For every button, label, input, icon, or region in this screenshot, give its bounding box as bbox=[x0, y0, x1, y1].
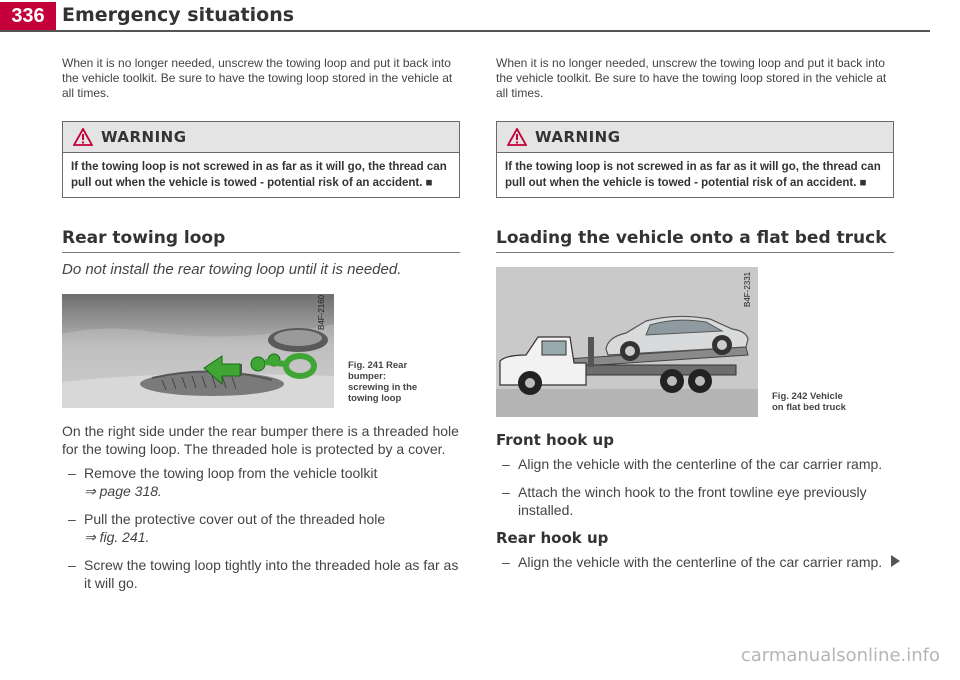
heading-rear-hook-up: Rear hook up bbox=[496, 529, 609, 547]
list-item: – Screw the towing loop tightly into the threaded hole as far as it will go. bbox=[62, 556, 460, 592]
figure-code: B4F-2160 bbox=[317, 294, 326, 330]
page-reference-link[interactable]: ⇒ page 318. bbox=[84, 483, 162, 499]
left-intro: When it is no longer needed, unscrew the towing loop and put it back into the vehicle toolkit. Be sure to have the towing loop stored in the vehicle at all times. bbox=[62, 56, 453, 100]
warning-text: If the towing loop is not screwed in as far as it will go, the thread can pull out when the vehicle is towed - potential risk of an accident. ■ bbox=[505, 161, 881, 189]
figure-code: B4F-2331 bbox=[743, 271, 752, 307]
left-column bbox=[62, 56, 460, 602]
warning-triangle-icon bbox=[507, 128, 527, 146]
warning-triangle-icon bbox=[73, 128, 93, 146]
list-item: – Attach the winch hook to the front towline eye previously installed. bbox=[496, 483, 894, 519]
right-warning-box bbox=[496, 121, 894, 198]
warning-header bbox=[497, 122, 893, 153]
figure-reference-link[interactable]: ⇒ fig. 241. bbox=[84, 529, 150, 545]
figure-242 bbox=[496, 267, 894, 417]
left-body-text: On the right side under the rear bumper there is a threaded hole for the towing loop. The threaded hole is protected by a cover. bbox=[62, 423, 459, 457]
list-item: – Align the vehicle with the centerline of the car carrier ramp. bbox=[496, 455, 894, 473]
watermark: carmanualsonline.info bbox=[740, 645, 940, 666]
heading-rear-towing-loop: Rear towing loop bbox=[62, 228, 460, 253]
right-column bbox=[496, 56, 894, 581]
section-title: Emergency situations bbox=[62, 4, 295, 26]
right-intro: When it is no longer needed, unscrew the towing loop and put it back into the vehicle toolkit. Be sure to have the towing loop stored in the vehicle at all times. bbox=[496, 56, 887, 100]
warning-title: WARNING bbox=[101, 128, 187, 146]
heading-front-hook-up: Front hook up bbox=[496, 431, 614, 449]
figure-caption: Fig. 241 Rear bumper: screwing in the towing loop bbox=[348, 360, 418, 404]
front-step-list bbox=[496, 455, 894, 519]
list-item: – Pull the protective cover out of the threaded hole ⇒ fig. 241. bbox=[62, 510, 460, 546]
warning-header bbox=[63, 122, 459, 153]
rear-step-list bbox=[496, 553, 894, 571]
list-item: – Remove the towing loop from the vehicle toolkit ⇒ page 318. bbox=[62, 464, 460, 500]
warning-title: WARNING bbox=[535, 128, 621, 146]
heading-flat-bed-truck: Loading the vehicle onto a flat bed truck bbox=[496, 228, 894, 253]
figure-241 bbox=[62, 294, 460, 408]
flat-bed-truck-illustration bbox=[496, 267, 758, 417]
continue-arrow-icon bbox=[891, 555, 900, 567]
page-header bbox=[0, 0, 960, 34]
figure-caption: Fig. 242 Vehicle on flat bed truck bbox=[772, 391, 846, 413]
header-divider bbox=[0, 30, 930, 32]
step-list bbox=[62, 464, 460, 592]
list-item: – Align the vehicle with the centerline of the car carrier ramp. bbox=[496, 553, 894, 571]
rear-bumper-towing-loop-illustration bbox=[62, 294, 334, 408]
warning-text: If the towing loop is not screwed in as far as it will go, the thread can pull out when the vehicle is towed - potential risk of an accident. ■ bbox=[71, 161, 447, 189]
left-warning-box bbox=[62, 121, 460, 198]
page-number: 336 bbox=[0, 2, 56, 30]
subtitle: Do not install the rear towing loop until it is needed. bbox=[62, 261, 402, 278]
